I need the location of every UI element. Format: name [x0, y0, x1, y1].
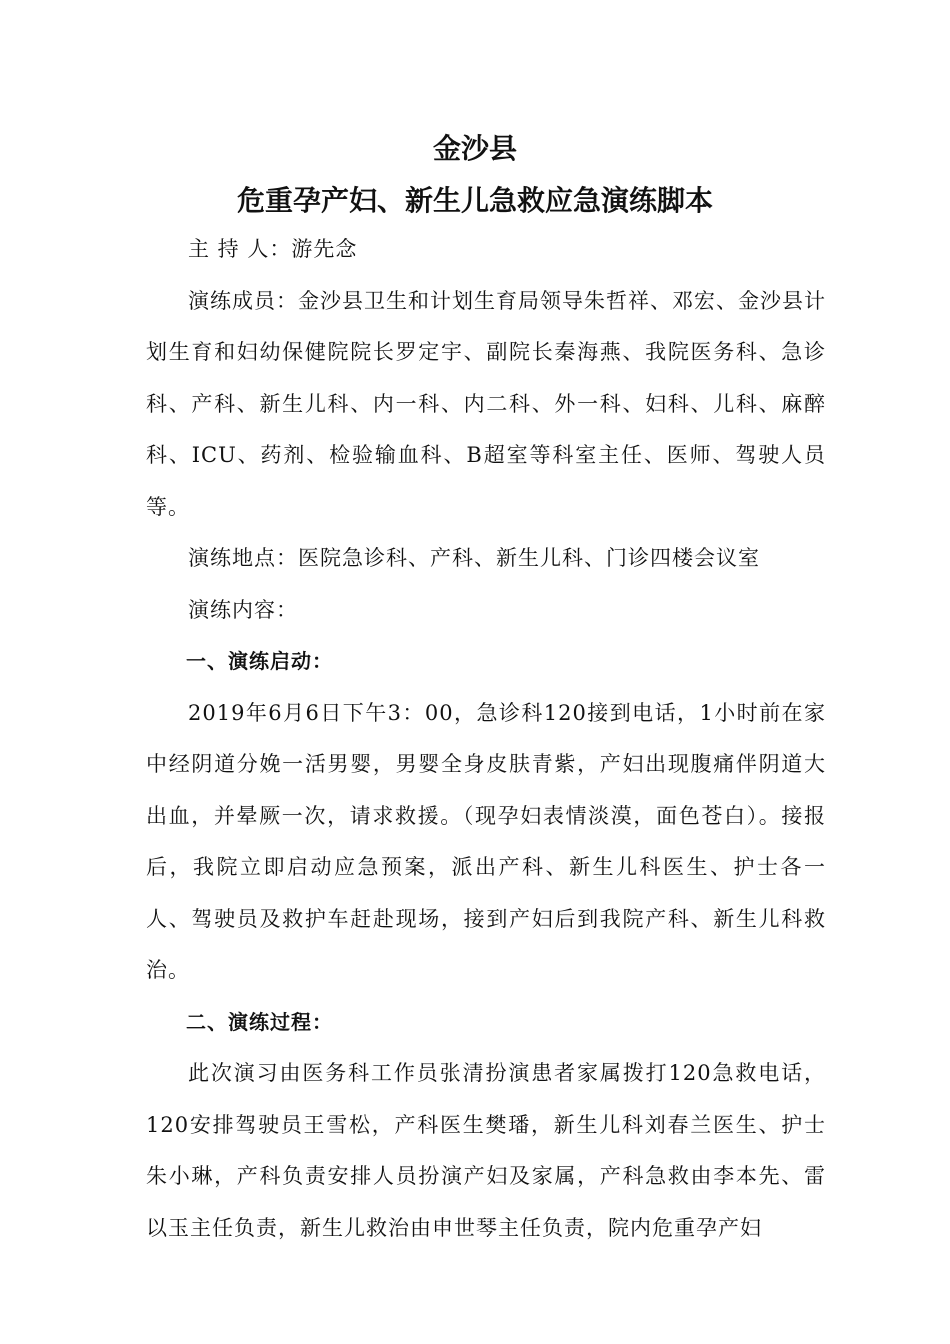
section1-heading: 一、演练启动：: [186, 649, 333, 673]
content-label: 演练内容：: [188, 597, 298, 622]
section2-heading: 二、演练过程：: [186, 1009, 333, 1034]
section1-paragraph: 2019年6月6日下午3：00，急诊科120接到电话，1小时前在家中经阴道分娩一活男婴，男婴全身皮肤青紫，产妇出现腹痛伴阴道大出血，并晕厥一次，请求救援。（现孕妇表情淡漠，面色苍白）。接报后，我院立即启动应急预案，派出产科、新生儿科医生、护士各一人、驾驶员及救护车赶赴现场，接到产妇后到我院产科、新生儿科救治。: [146, 700, 826, 982]
document-title-line1: 金沙县: [432, 132, 517, 165]
location-line: 演练地点：医院急诊科、产科、新生儿科、门诊四楼会议室: [188, 546, 760, 570]
document-body: [146, 224, 826, 1254]
members-paragraph: 演练成员：金沙县卫生和计划生育局领导朱哲祥、邓宏、金沙县计划生育和妇幼保健院院长罗定宇、副院长秦海燕、我院医务科、急诊科、产科、新生儿科、内一科、内二科、外一科、妇科、儿科、麻醉科、ICU、药剂、检验输血科、B超室等科室主任、医师、驾驶人员等。: [146, 288, 826, 519]
document-title-line2: 危重孕产妇、新生儿急救应急演练脚本: [236, 184, 713, 217]
host-line: 主 持 人：游先念: [188, 237, 358, 261]
section2-paragraph: 此次演习由医务科工作员张清扮演患者家属拨打120急救电话，120安排驾驶员王雪松，产科医生樊璠，新生儿科刘春兰医生、护士朱小琳，产科负责安排人员扮演产妇及家属，产科急救由李本先、雷以玉主任负责，新生儿救治由申世琴主任负责，院内危重孕产妇: [146, 1061, 826, 1240]
